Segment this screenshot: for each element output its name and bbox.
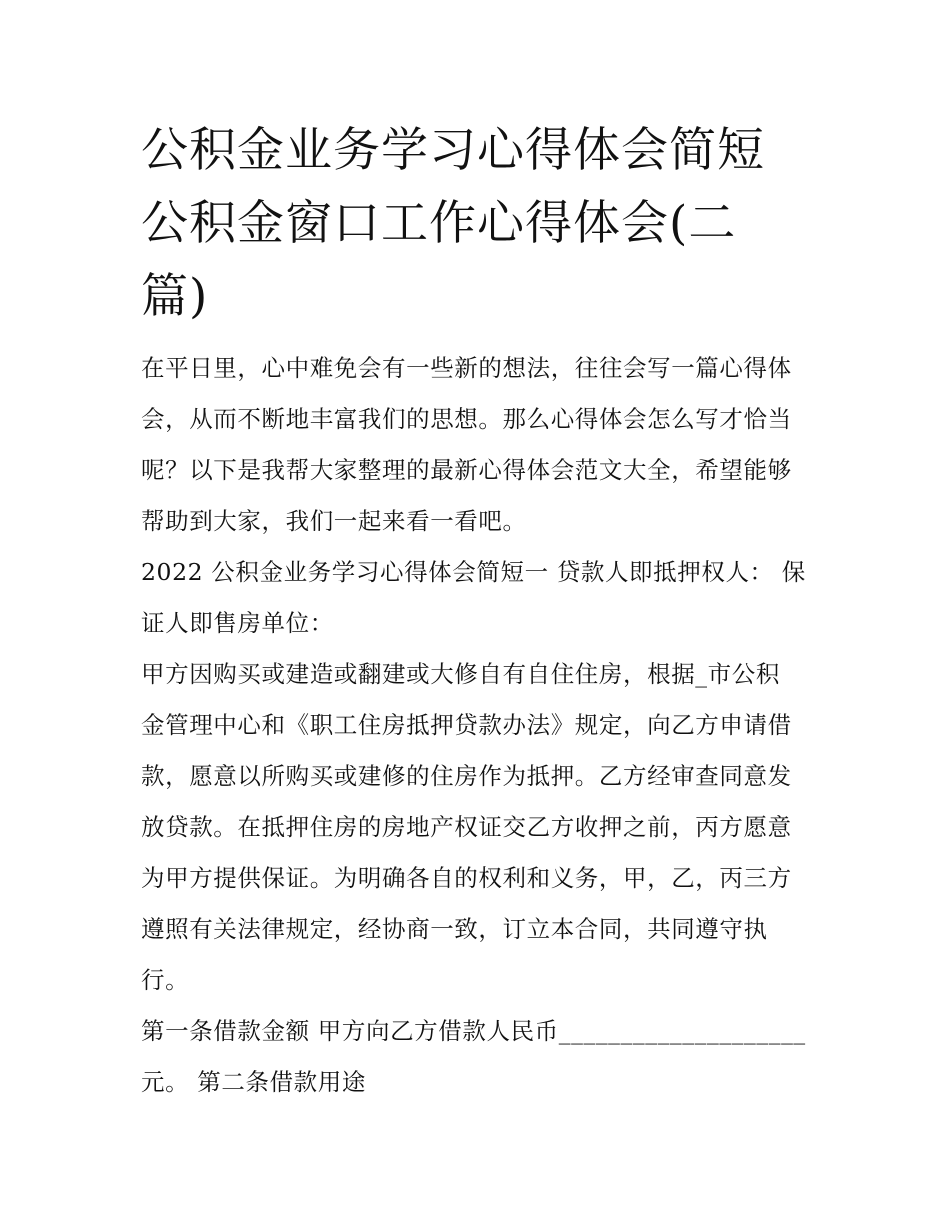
- contract-clause-paragraph: [141, 1006, 813, 1108]
- title-line: 篇): [141, 269, 209, 324]
- intro-paragraph: [141, 343, 813, 547]
- document-page: [141, 114, 813, 1108]
- text-line: 第一条借款金额 甲方向乙方借款人民币____________________: [141, 1017, 806, 1045]
- text-line: 甲方因购买或建造或翻建或大修自有自住住房，根据_市公积: [141, 660, 780, 688]
- text-line: 放贷款。在抵押住房的房地产权证交乙方收押之前，丙方愿意: [141, 813, 792, 841]
- text-line: 2022 公积金业务学习心得体会简短一 贷款人即抵押权人： 保: [141, 558, 806, 586]
- text-line: 款，愿意以所购买或建修的住房作为抵押。乙方经审查同意发: [141, 762, 792, 790]
- text-line: 元。 第二条借款用途: [141, 1068, 366, 1096]
- section-heading-paragraph: [141, 547, 813, 649]
- text-line: 遵照有关法律规定，经协商一致，订立本合同，共同遵守执: [141, 915, 768, 943]
- contract-preamble-paragraph: [141, 649, 813, 1006]
- title-line: 公积金业务学习心得体会简短: [141, 123, 765, 178]
- text-line: 为甲方提供保证。为明确各自的权利和义务，甲，乙，丙三方: [141, 864, 792, 892]
- text-line: 行。: [141, 966, 190, 994]
- document-title: [141, 114, 813, 333]
- text-line: 会，从而不断地丰富我们的思想。那么心得体会怎么写才恰当: [141, 405, 792, 433]
- title-line: 公积金窗口工作心得体会(二: [141, 196, 737, 251]
- text-line: 金管理中心和《职工住房抵押贷款办法》规定，向乙方申请借: [141, 711, 792, 739]
- text-line: 帮助到大家，我们一起来看一看吧。: [141, 507, 527, 535]
- text-line: 在平日里，心中难免会有一些新的想法，往往会写一篇心得体: [141, 354, 792, 382]
- text-line: 呢？以下是我帮大家整理的最新心得体会范文大全，希望能够: [141, 456, 792, 484]
- text-line: 证人即售房单位：: [141, 609, 334, 637]
